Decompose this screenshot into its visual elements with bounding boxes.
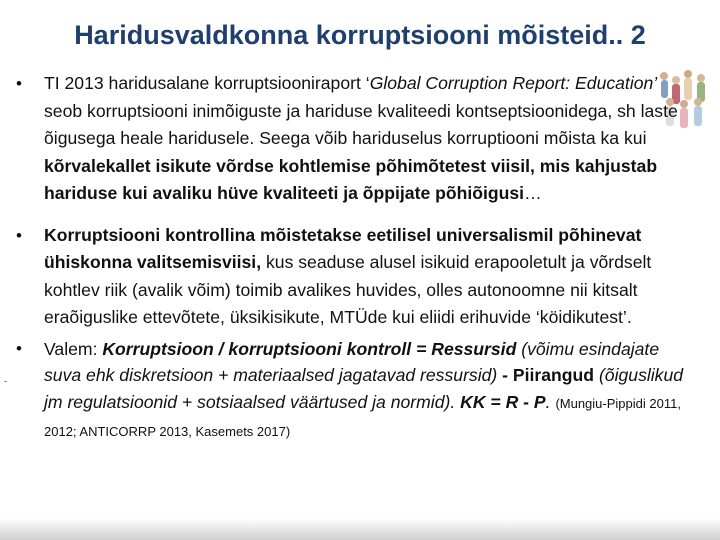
bullet-corruption-control bbox=[14, 222, 694, 332]
bullet-glyph: • bbox=[16, 74, 22, 93]
slide-title: Haridusvaldkonna korruptsiooni mõisteid.. 2 bbox=[74, 20, 646, 50]
report-title: Global Corruption Report: Education’ bbox=[369, 73, 658, 93]
citation: (Mungiu-Pippidi 2011, 2012; ANTICORRP 2013, Kasemets 2017) bbox=[44, 395, 681, 439]
small-marker: - bbox=[4, 376, 7, 386]
formula-period: . bbox=[545, 391, 556, 412]
formula-main: Korruptsioon / korruptsiooni kontroll = Ressursid bbox=[102, 338, 517, 359]
formula-resources-note: (võimu esindajate suva ehk diskretsioon + materiaalsed jagatavad ressursid) bbox=[44, 338, 660, 385]
bullet1-text-a: TI 2013 haridusalane korruptsiooniraport ‘ bbox=[44, 73, 370, 93]
formula-short: KK = R - P bbox=[460, 391, 546, 412]
bullet-formula bbox=[14, 336, 694, 446]
formula-constraints: - Piirangud bbox=[502, 365, 595, 385]
bottom-shadow bbox=[0, 518, 720, 540]
bullet1-definition: kõrvalekallet isikute võrdse kohtlemise põhimõtetest viisil, mis kahjustab hariduse kui avaliku hüve kvaliteeti ja õppijate põhiõigusi bbox=[44, 155, 658, 203]
bullet-list bbox=[14, 70, 694, 446]
formula-label: Valem: bbox=[44, 338, 103, 359]
bullet-ti-report bbox=[14, 70, 694, 208]
formula-constraints-note: (õiguslikud jm regulatsioonid + sotsiaalsed väärtused ja normid). bbox=[44, 365, 684, 412]
bullet-glyph: • bbox=[16, 338, 22, 358]
bullet-glyph: • bbox=[16, 225, 22, 245]
bullet2-definition: Korruptsiooni kontrollina mõistetakse eetilisel universalismil põhinevat ühiskonna valitsemisviisi, bbox=[44, 224, 642, 272]
bullet1-ellipsis: … bbox=[524, 183, 542, 203]
bullet2-text: kus seaduse alusel isikuid erapooletult ja võrdselt kohtlev riik (avalik võim) toimib avalikes huvides, olles autonoomne nii kitsalt eraõiguslike ettevõtete, üksikisikute, MTÜde kui eliidi erihuvide ‘köidikutest’. bbox=[44, 252, 652, 327]
bullet1-text-b: seob korruptsiooni inimõiguste ja hariduse kvaliteedi kontseptsioonidega, sh laste õigusega heale haridusele. Seega võib hariduselus korruptiooni mõista ka kui bbox=[44, 100, 678, 148]
